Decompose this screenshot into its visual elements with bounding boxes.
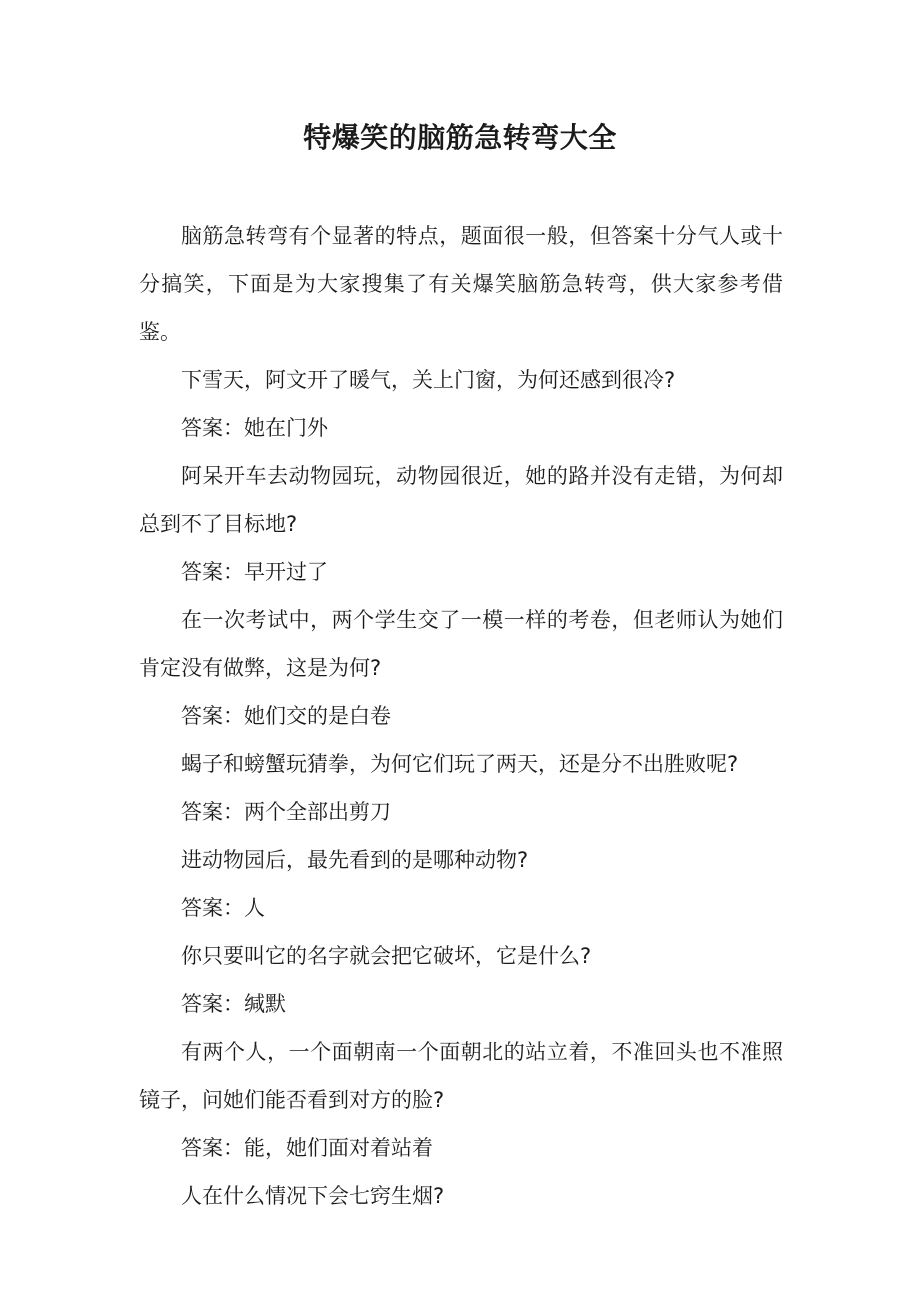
document-body bbox=[139, 212, 783, 1220]
answer-paragraph: 答案：能，她们面对着站着 bbox=[181, 1136, 433, 1160]
question-paragraph: 进动物园后，最先看到的是哪种动物? bbox=[181, 848, 529, 872]
question-paragraph: 在一次考试中，两个学生交了一模一样的考卷，但老师认为她们肯定没有做弊，这是为何? bbox=[139, 608, 783, 680]
paragraph-intro: 脑筋急转弯有个显著的特点，题面很一般，但答案十分气人或十分搞笑，下面是为大家搜集了有关爆笑脑筋急转弯，供大家参考借鉴。 bbox=[139, 224, 783, 344]
answer-paragraph: 答案：早开过了 bbox=[181, 560, 328, 584]
document-title: 特爆笑的脑筋急转弯大全 bbox=[303, 121, 617, 154]
answer-paragraph: 答案：她们交的是白卷 bbox=[181, 704, 391, 728]
question-paragraph: 蝎子和螃蟹玩猜拳，为何它们玩了两天，还是分不出胜败呢? bbox=[181, 752, 739, 776]
answer-paragraph: 答案：人 bbox=[181, 896, 265, 920]
question-paragraph: 有两个人，一个面朝南一个面朝北的站立着，不准回头也不准照镜子，问她们能否看到对方的脸? bbox=[139, 1040, 783, 1112]
answer-paragraph: 答案：她在门外 bbox=[181, 416, 328, 440]
question-paragraph: 人在什么情况下会七窍生烟? bbox=[181, 1184, 445, 1208]
question-paragraph: 下雪天，阿文开了暖气，关上门窗，为何还感到很冷? bbox=[181, 368, 676, 392]
answer-paragraph: 答案：缄默 bbox=[181, 992, 286, 1016]
question-paragraph: 阿呆开车去动物园玩，动物园很近，她的路并没有走错，为何却总到不了目标地? bbox=[139, 464, 783, 536]
question-paragraph: 你只要叫它的名字就会把它破坏，它是什么? bbox=[181, 944, 592, 968]
answer-paragraph: 答案：两个全部出剪刀 bbox=[181, 800, 391, 824]
